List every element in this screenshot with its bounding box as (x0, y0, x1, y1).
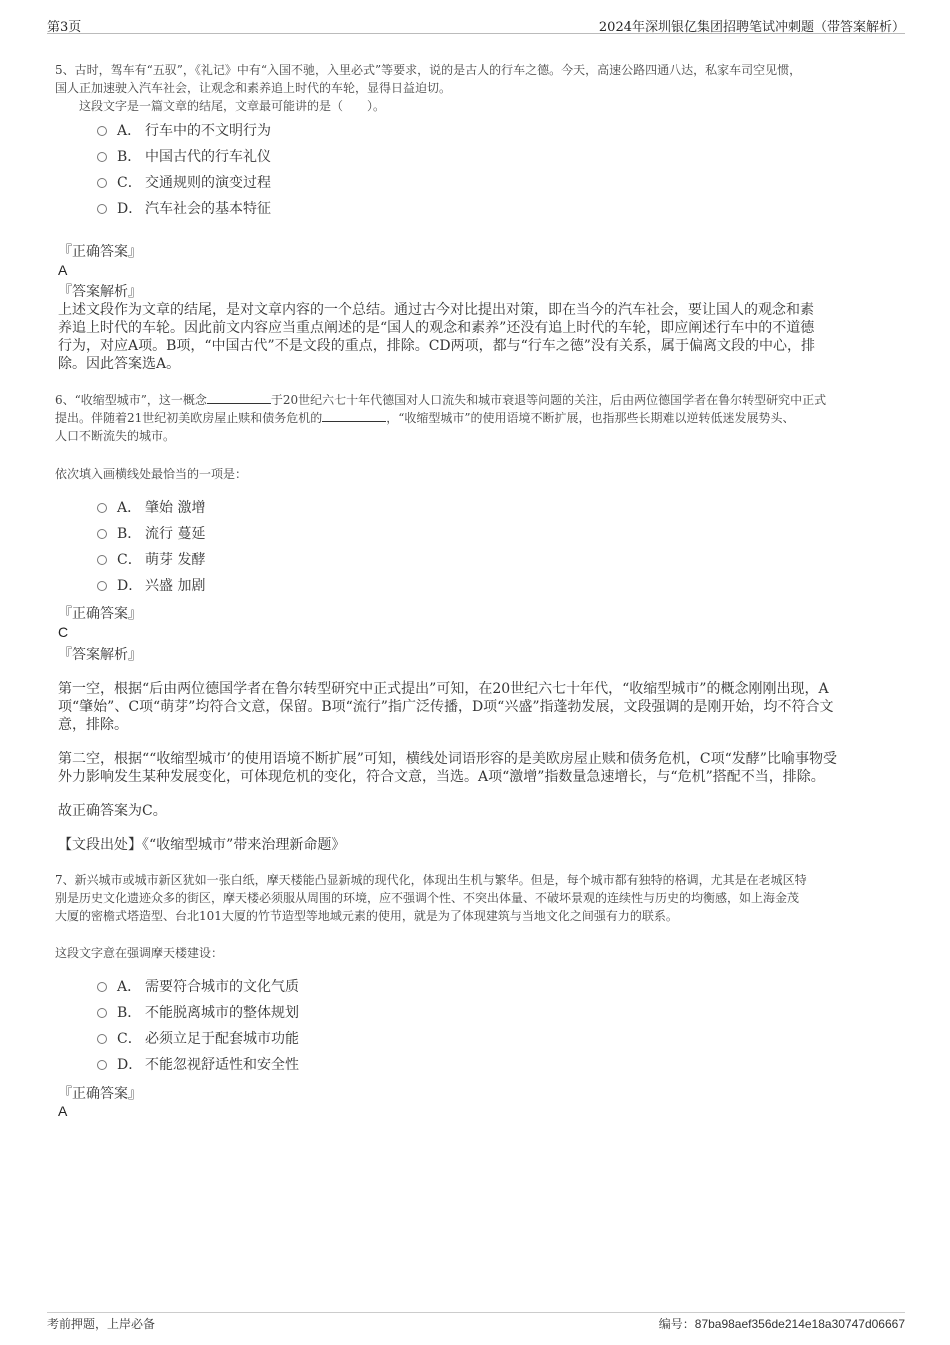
q6-question: 依次填入画横线处最恰当的一项是： (55, 467, 248, 481)
document-title: 2024年深圳银亿集团招聘笔试冲刺题（带答案解析） (598, 20, 905, 35)
radio-icon[interactable] (97, 503, 107, 513)
q5-options (97, 118, 271, 222)
q5-answer: A (58, 262, 68, 278)
question-7-stem: 7、新兴城市或城市新区犹如一张白纸，摩天楼能凸显新城的现代化，体现出生机与繁华。但是，每个城市都有独特的格调，尤其是在老城区特 别是历史文化遗迹众多的街区，摩天楼必须服从周围的环境，应不强调个性、不突出体量、不破坏景观的连续性与历史的均衡感，如上海金茂 大厦的密檐式塔造型、台北101大厦的竹节造型等地域元素的使用，就是为了体现建筑与当地文化之间强有力的联系。 (55, 873, 807, 923)
radio-icon[interactable] (97, 204, 107, 214)
radio-icon[interactable] (97, 555, 107, 565)
blank-2 (322, 409, 386, 422)
radio-icon[interactable] (97, 982, 107, 992)
q7-answer: A (58, 1103, 68, 1119)
q6-answer-label: 『正确答案』 (58, 606, 142, 622)
q6-analysis-para2: 第二空，根据““收缩型城市’的使用语境不断扩展”可知，横线处词语形容的是美欧房屋止赎和债务危机，C项“发酵”比喻事物受 外力影响发生某种发展变化，可体现危机的变化，符合文意，当选。A项“激增”指数量急速增长，与“危机”搭配不当，排除。 (58, 751, 837, 785)
q6-stem-part5: 人口不断流失的城市。 (55, 429, 176, 443)
q5-option-b[interactable]: B． 中国古代的行车礼仪 (97, 144, 271, 170)
q6-option-a[interactable]: A． 肇始 激增 (97, 495, 205, 521)
q5-analysis: 上述文段作为文章的结尾，是对文章内容的一个总结。通过古今对比提出对策，即在当今的汽车社会，要让国人的观念和素 养追上时代的车轮。因此前文内容应当重点阐述的是“国人的观念和素养”还没有追上时代的车轮，即应阐述行车中的不道德 行为，对应A项。B项，“中国古代”不是文段的重点，排除。CD两项，都与“行车之德”没有关系，属于偏离文段的中心，排 除。因此答案选A。 (58, 302, 815, 372)
q6-options (97, 495, 205, 599)
question-6-stem (55, 391, 905, 445)
q6-option-b[interactable]: B． 流行 蔓延 (97, 521, 205, 547)
q6-stem-part1: 6、“收缩型城市”，这一概念 (55, 393, 207, 407)
q5-option-a[interactable]: A． 行车中的不文明行为 (97, 118, 271, 144)
q7-answer-label: 『正确答案』 (58, 1086, 142, 1102)
radio-icon[interactable] (97, 178, 107, 188)
q7-option-d[interactable]: D． 不能忽视舒适性和安全性 (97, 1052, 299, 1078)
q6-stem-part3: 提出。伴随着21世纪初美欧房屋止赎和债务危机的 (55, 411, 323, 425)
q6-analysis-para1: 第一空，根据“后由两位德国学者在鲁尔转型研究中正式提出”可知，在20世纪六七十年代，“收缩型城市”的概念刚刚出现，A 项“肇始”、C项“萌芽”均符合文意，保留。B项“流行”指广泛传播，D项“兴盛”指蓬勃发展，文段强调的是刚开始，均不符合文 意，排除。 (58, 681, 834, 733)
q5-stem-line1: 5、古时，驾车有“五驭”，《礼记》中有“入国不驰，入里必式”等要求，说的是古人的行车之德。今天，高速公路四通八达，私家车司空见惯， (55, 63, 802, 77)
radio-icon[interactable] (97, 529, 107, 539)
question-5-stem (55, 61, 905, 115)
q6-option-c[interactable]: C． 萌芽 发酵 (97, 547, 205, 573)
page-number: 第3页 (47, 20, 82, 35)
page-header (47, 16, 905, 34)
q7-option-b[interactable]: B． 不能脱离城市的整体规划 (97, 1000, 299, 1026)
page-footer (47, 1312, 905, 1331)
q6-stem-part2: 于20世纪六七十年代德国对人口流失和城市衰退等问题的关注，后由两位德国学者在鲁尔转型研究中正式 (270, 393, 827, 407)
document-id: 编号：87ba98aef356de214e18a30747d06667 (658, 1317, 905, 1331)
q7-option-c[interactable]: C． 必须立足于配套城市功能 (97, 1026, 299, 1052)
q6-option-d[interactable]: D． 兴盛 加剧 (97, 573, 205, 599)
q6-answer: C (58, 624, 69, 640)
q6-stem-part4: ，“收缩型城市”的使用语境不断扩展，也指那些长期难以逆转低迷发展势头、 (386, 411, 795, 425)
radio-icon[interactable] (97, 1008, 107, 1018)
q5-analysis-label: 『答案解析』 (58, 284, 142, 300)
q5-option-d[interactable]: D． 汽车社会的基本特征 (97, 196, 271, 222)
radio-icon[interactable] (97, 1060, 107, 1070)
q6-source: 【文段出处】《“收缩型城市”带来治理新命题》 (58, 837, 346, 853)
footer-slogan: 考前押题，上岸必备 (47, 1317, 156, 1331)
q7-options (97, 974, 299, 1078)
q5-question: 这段文字是一篇文章的结尾，文章最可能讲的是（ ）。 (79, 99, 386, 113)
q5-answer-label: 『正确答案』 (58, 244, 142, 260)
q7-option-a[interactable]: A． 需要符合城市的文化气质 (97, 974, 299, 1000)
q6-analysis-label: 『答案解析』 (58, 647, 142, 663)
q5-stem-line2: 国人正加速驶入汽车社会，让观念和素养追上时代的车轮，显得日益迫切。 (55, 81, 452, 95)
radio-icon[interactable] (97, 126, 107, 136)
radio-icon[interactable] (97, 581, 107, 591)
radio-icon[interactable] (97, 152, 107, 162)
q6-analysis-para3: 故正确答案为C。 (58, 803, 167, 819)
q7-question: 这段文字意在强调摩天楼建设： (55, 946, 224, 960)
q5-option-c[interactable]: C． 交通规则的演变过程 (97, 170, 271, 196)
radio-icon[interactable] (97, 1034, 107, 1044)
blank-1 (207, 391, 271, 404)
